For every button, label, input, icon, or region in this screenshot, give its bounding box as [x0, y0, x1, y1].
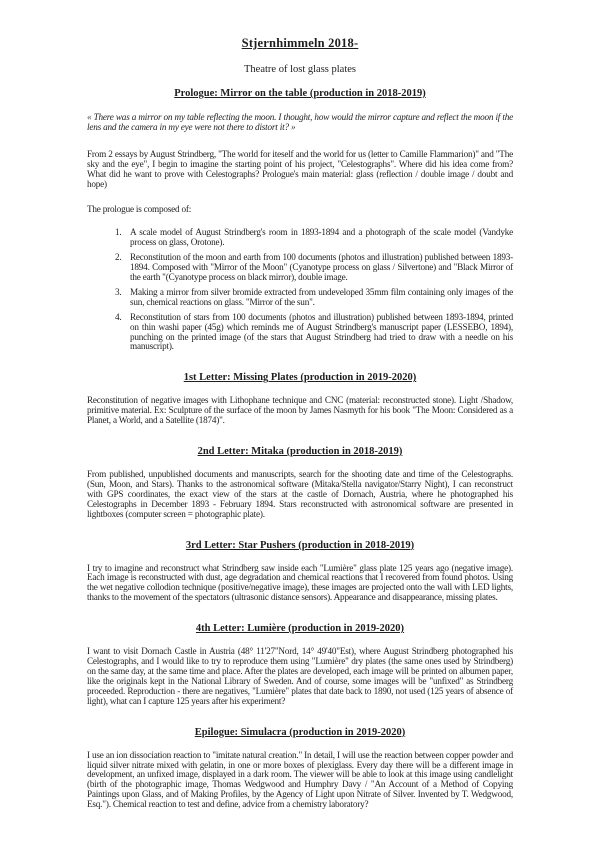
epilogue-section [87, 726, 513, 810]
document-title: Stjernhimmeln 2018- [241, 36, 359, 50]
letter-2-body: From published, unpublished documents and manuscripts, search for the shooting date and time of the Celestographs. (Sun, Moon, and Stars). Thanks to the astronomical software (Mitaka/Stella navigator/Starry Night), I can reconstruct with GPS coordinates, the exact view of the stars at the castle of Dornach, Austria, where he photographed his Celestographs in December 1893 - February 1894. Stars reconstructed with astronomical software are presented in lightboxes (computer screen = photographic plate). [87, 469, 513, 519]
epilogue-heading: Epilogue: Simulacra (production in 2019-2020) [194, 726, 406, 738]
list-item [87, 253, 513, 283]
list-item [87, 313, 513, 353]
letter-section-4 [87, 622, 513, 706]
epilogue-body: I use an ion dissociation reaction to "imitate natural creation." In detail, I will use the reaction between copper powder and liquid silver nitrate mixed with gelatin, in one or more boxes of plexiglass. Every day there will be a different image in development, an unfixed image, displayed in a dark room. The viewer will be able to look at this image using candlelight (birth of the photographic image, Thomas Wedgwood and Humphry Davy / "An Account of a Method of Copying Paintings upon Glass, and of Making Profiles, by the Agency of Light upon Nitrate of Silver. Invented by T. Wedgwood, Esq."). Chemical reaction to test and define, advice from a chemistry laboratory? [87, 749, 513, 810]
letter-1-body: Reconstitution of negative images with Lithophane technique and CNC (material: reconstructed stone). Light /Shadow, primitive material. Ex: Sculpture of the surface of the moon by James Nasmyth for his book "The Moon: Considered as a Planet, a World, and a Satellite (1874)". [87, 395, 513, 426]
list-item-number: 1. [115, 227, 122, 238]
letter-4-body: I want to visit Dornach Castle in Austria (48° 11'27"Nord, 14° 49'40"Est), where August Strindberg photographed his Celestographs, and I would like to try to reproduce them using "Lumière" dry plates (the same ones used by Strindberg) on the same day, at the same time and place. After the plates are developed, each image will be printed on albumen paper, like the originals kept in the National Library of Sweden. And of course, some images will be "unfixed" as Strindberg proceeded. Reproduction - there are negatives, "Lumière" plates that date back to 1890, not used (125 years of absence of light), what can I capture 125 years after his experiment? [87, 646, 513, 706]
list-item-text: Reconstitution of the moon and earth from 100 documents (photos and illustration) published between 1893-1894. Composed with "Mirror of the Moon" (Cyanotype process on glass / Silvertone) and "Black Mirror of the earth "(Cyanotype process on black mirror), double image. [130, 252, 513, 282]
list-item-number: 4. [115, 311, 122, 322]
prologue-quote: « There was a mirror on my table reflecting the moon. I thought, how would the mirror capture and reflect the moon if the lens and the camera in my eye were not there to distort it? » [87, 112, 513, 132]
letter-3-body: I try to imagine and reconstruct what Strindberg saw inside each "Lumière" glass plate 125 years ago (negative image). Each image is reconstructed with dust, age degradation and chemical reactions that I recovered from found photos. Using the wet negative collodion technique (positive/negative image), these images are projected onto the wall with LED lights, thanks to the movement of the spectators (ultrasonic distance sensors). Appearance and disappearance, missing plates. [87, 562, 513, 603]
letter-section-2 [87, 445, 513, 520]
prologue-heading: Prologue: Mirror on the table (production in 2018-2019) [174, 88, 426, 99]
list-item-text: Reconstitution of stars from 100 documents (photos and illustration) published between 1893-1894, printed on thin washi paper (45g) which reminds me of August Strindberg's manuscript paper (LESSEBO, 1894), punching on the printed image (of the stars that August Strindberg had tried to draw with a needle on his manuscript). [130, 311, 513, 352]
list-item-number: 2. [115, 252, 122, 263]
list-item-text: Making a mirror from silver bromide extracted from undeveloped 35mm film containing only images of the sun, chemical reactions on glass. "Mirror of the sun". [130, 286, 513, 307]
list-item-number: 3. [115, 286, 122, 297]
letter-2-heading: 2nd Letter: Mitaka (production in 2018-2019) [197, 446, 403, 458]
list-item [87, 228, 513, 248]
letter-section-1 [87, 371, 513, 426]
document-subtitle: Theatre of lost glass plates [244, 64, 356, 75]
prologue-intro-paragraph: From 2 essays by August Strindberg, "The world for iteself and the world for us (letter to Camille Flammarion)" and "The sky and the eye", I begin to imagine the starting point of his project, "Celestographs". Where did his idea come from? What did he want to prove with Celestographs? Prologue's main material: glass (reflection / double image / doubt and hope) [87, 148, 513, 189]
letter-3-heading: 3rd Letter: Star Pushers (production in 2018-2019) [185, 539, 415, 551]
list-item [87, 288, 513, 308]
prologue-list [87, 228, 513, 352]
letter-4-heading: 4th Letter: Lumière (production in 2019-2020) [195, 623, 405, 635]
list-item-text: A scale model of August Strindberg's room in 1893-1894 and a photograph of the scale model (Vandyke process on glass, Orotone). [130, 227, 513, 248]
letter-1-heading: 1st Letter: Missing Plates (production in 2019-2020) [183, 372, 417, 384]
prologue-list-intro: The prologue is composed of: [87, 204, 192, 215]
letter-section-3 [87, 539, 513, 604]
